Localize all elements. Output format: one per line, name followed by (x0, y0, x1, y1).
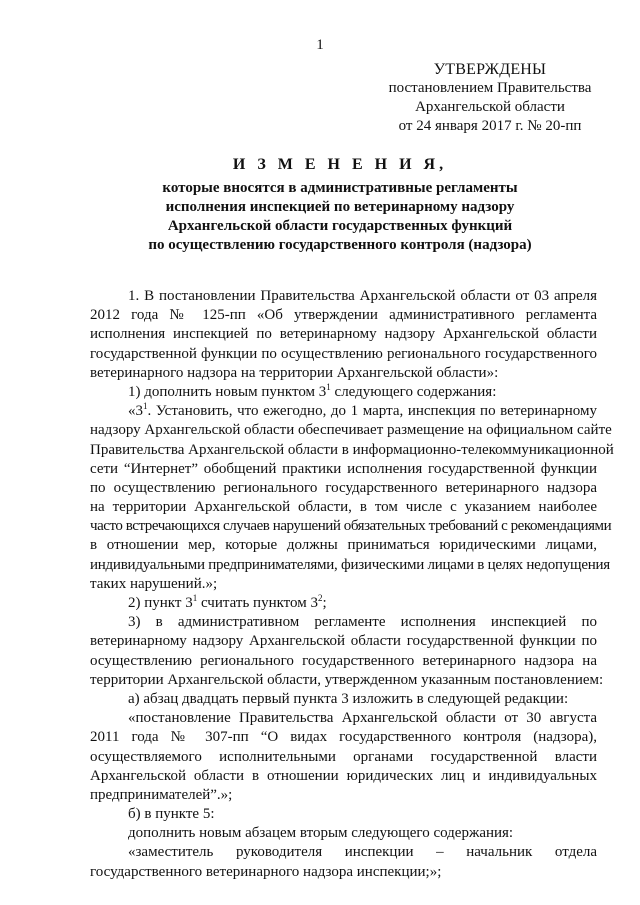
body-line: ветеринарного надзора на территории Архангельской области»: (90, 364, 499, 381)
body-line: 2012 года № 125-пп «Об утверждении административного регламента (90, 307, 597, 324)
body-line: в отношении мер, которые должны приниматься юридическими лицами, (90, 537, 597, 554)
text-fragment: считать пунктом 3 (197, 595, 318, 611)
body-line: таких нарушений.»; (90, 575, 218, 592)
body-line: часто встречающихся случаев нарушений обязательных требований с рекомендациями (90, 518, 612, 535)
text-fragment: «3 (128, 403, 143, 420)
title-line: исполнения инспекцией по ветеринарному надзору (165, 199, 515, 215)
text-fragment: 2) пункт 3 (128, 595, 193, 611)
text-fragment: 1) дополнить новым пунктом 3 (128, 383, 327, 400)
body-line (90, 594, 597, 613)
body-line: Правительства Архангельской области в информационно-телекоммуникационной (90, 441, 614, 458)
body-line: надзору Архангельской области обеспечивает размещение на официальном сайте (90, 422, 612, 439)
text-fragment: ; (322, 595, 327, 611)
body-line: исполнения инспекцией по ветеринарному надзору Архангельской области (90, 326, 597, 343)
body-line: государственного ветеринарного надзора инспекции;»; (90, 863, 442, 880)
approved-heading: УТВЕРЖДЕНЫ (433, 61, 547, 78)
title-line: Архангельской области государственных функций (167, 218, 513, 234)
body-line: «постановление Правительства Архангельской области от 30 августа (128, 710, 597, 727)
body-line: индивидуальными предпринимателями, физическими лицами в целях недопущения (90, 556, 610, 573)
body-line: а) абзац двадцать первый пункта 3 изложить в следующей редакции: (128, 690, 569, 707)
text-fragment: следующего содержания: (330, 383, 497, 400)
body-line: по осуществлению регионального государственного ветеринарного надзора (90, 479, 597, 496)
body-line: 1. В постановлении Правительства Архангельской области от 03 апреля (128, 288, 597, 304)
body-line: «заместитель руководителя инспекции – начальник отдела (128, 844, 597, 861)
superscript: 1 (143, 401, 148, 412)
body-line: 3) в административном регламенте исполнения инспекцией по (128, 614, 597, 631)
body-line: дополнить новым абзацем вторым следующего содержания: (128, 825, 514, 842)
body-line: государственной функции по осуществлению регионального государственного (90, 345, 597, 362)
approval-line: от 24 января 2017 г. № 20-пп (398, 118, 582, 134)
body-line: предпринимателей”.»; (90, 786, 233, 803)
body-line: на территории Архангельской области, в том числе с указанием наиболее (90, 499, 597, 516)
superscript: 1 (326, 381, 331, 392)
body-line: Архангельской области в отношении юридических лиц и индивидуальных (90, 767, 597, 784)
body-line (90, 383, 597, 402)
body-line: территории Архангельской области, утвержденном указанным постановлением: (90, 671, 604, 688)
body-line (90, 402, 597, 421)
approval-line: постановлением Правительства (388, 80, 592, 96)
document-body (90, 287, 614, 882)
title-line: по осуществлению государственного контроля (надзора) (148, 237, 532, 253)
body-line: ветеринарному надзору Архангельской области государственной функции по (90, 633, 597, 650)
title-main: И З М Е Н Е Н И Я, (232, 156, 448, 173)
approval-stamp (380, 60, 600, 136)
body-line: б) в пункте 5: (128, 806, 215, 823)
body-line: 2011 года № 307-пп “О видах государственного контроля (надзора), (90, 729, 597, 746)
body-line: осуществляемого исполнительными органами государственной власти (90, 748, 597, 765)
body-line: осуществлению регионального государственного ветеринарного надзора на (90, 652, 597, 669)
approval-line: Архангельской области (415, 99, 565, 115)
superscript: 2 (318, 593, 323, 603)
body-line: сети “Интернет” обобщений практики исполнения государственной функции (90, 460, 597, 477)
page-number: 1 (316, 37, 324, 53)
text-fragment: . Установить, что ежегодно, до 1 марта, инспекция по ветеринарному (147, 403, 597, 420)
superscript: 1 (192, 593, 198, 603)
document-title (90, 154, 590, 255)
title-line: которые вносятся в административные регламенты (162, 180, 518, 196)
